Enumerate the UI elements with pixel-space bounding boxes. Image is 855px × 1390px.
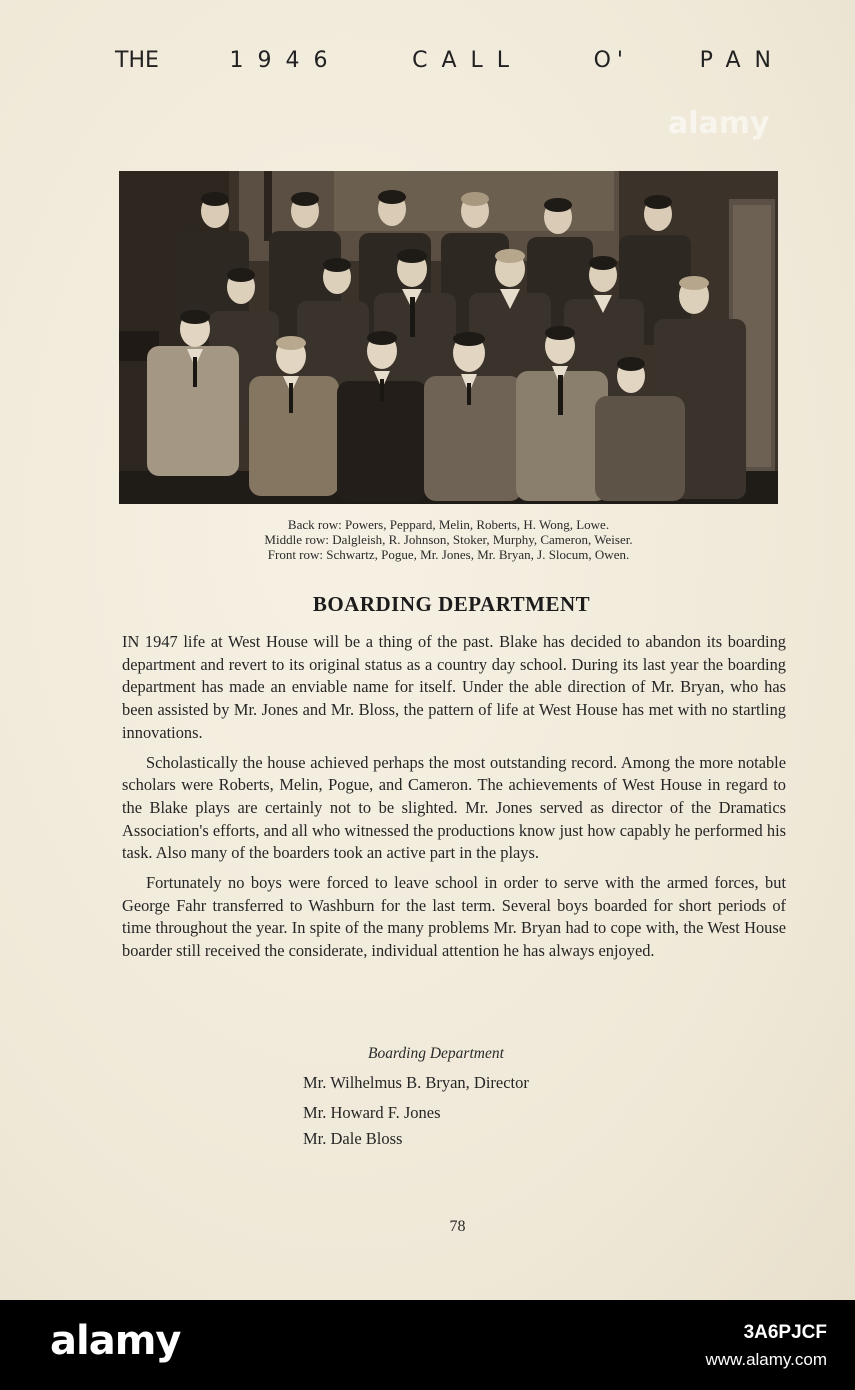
caption-front-row: Front row: Schwartz, Pogue, Mr. Jones, Mr. Bryan, J. Slocum, Owen.	[267, 547, 630, 562]
group-photo-illustration	[119, 171, 778, 504]
caption-middle-row: Middle row: Dalgleish, R. Johnson, Stoker, Murphy, Cameron, Weiser.	[264, 532, 633, 547]
article-title: BOARDING DEPARTMENT	[312, 592, 591, 616]
running-head-word: CALL	[412, 48, 524, 73]
staff-heading: Boarding Department	[368, 1045, 504, 1062]
article-paragraph: Scholastically the house achieved perhaps the most outstanding record. Among the more notable scholars were Roberts, Melin, Pogue, and Cameron. The achievements of West House in regard to the Blake plays are certainly not to be slighted. Mr. Jones served as director of the Dramatics Association's efforts, and all who witnessed the productions know just how capably he performed his task. Also many of the boarders took an active part in the plays.	[122, 752, 786, 863]
staff-member-director: Mr. Wilhelmus B. Bryan, Director	[303, 1073, 529, 1092]
alamy-logo: alamy	[50, 1318, 181, 1364]
article-paragraph: Fortunately no boys were forced to leave school in order to serve with the armed forces, but George Fahr transferred to Washburn for the last term. Several boys boarded for short periods of time throughout the year. In spite of the many problems Mr. Bryan had to cope with, the West House boarder still received the considerate, individual attention he has always enjoyed.	[122, 873, 786, 961]
running-head-word: 1946	[229, 48, 342, 73]
running-head-word: O'	[593, 48, 629, 73]
alamy-watermark: alamy	[668, 106, 770, 141]
running-head-word: THE	[115, 48, 159, 73]
stock-url: www.alamy.com	[705, 1350, 827, 1369]
article-paragraph: IN 1947 life at West House will be a thing of the past. Blake has decided to abandon its boarding department and revert to its original status as a country day school. During its last year the boarding department has made an enviable name for itself. Under the able direction of Mr. Bryan, who has been assisted by Mr. Jones and Mr. Bloss, the pattern of life at West House has met with no startling innovations.	[122, 632, 786, 742]
group-photo	[119, 171, 778, 504]
image-id: 3A6PJCF	[743, 1322, 827, 1343]
staff-member: Mr. Howard F. Jones	[303, 1103, 441, 1122]
page-number: 78	[449, 1218, 466, 1235]
photo-caption	[119, 517, 778, 562]
running-head-word: PAN	[699, 48, 785, 73]
staff-member: Mr. Dale Bloss	[303, 1129, 403, 1148]
article-body	[122, 631, 786, 970]
caption-back-row: Back row: Powers, Peppard, Melin, Roberts, H. Wong, Lowe.	[287, 517, 610, 532]
running-head	[115, 48, 785, 73]
